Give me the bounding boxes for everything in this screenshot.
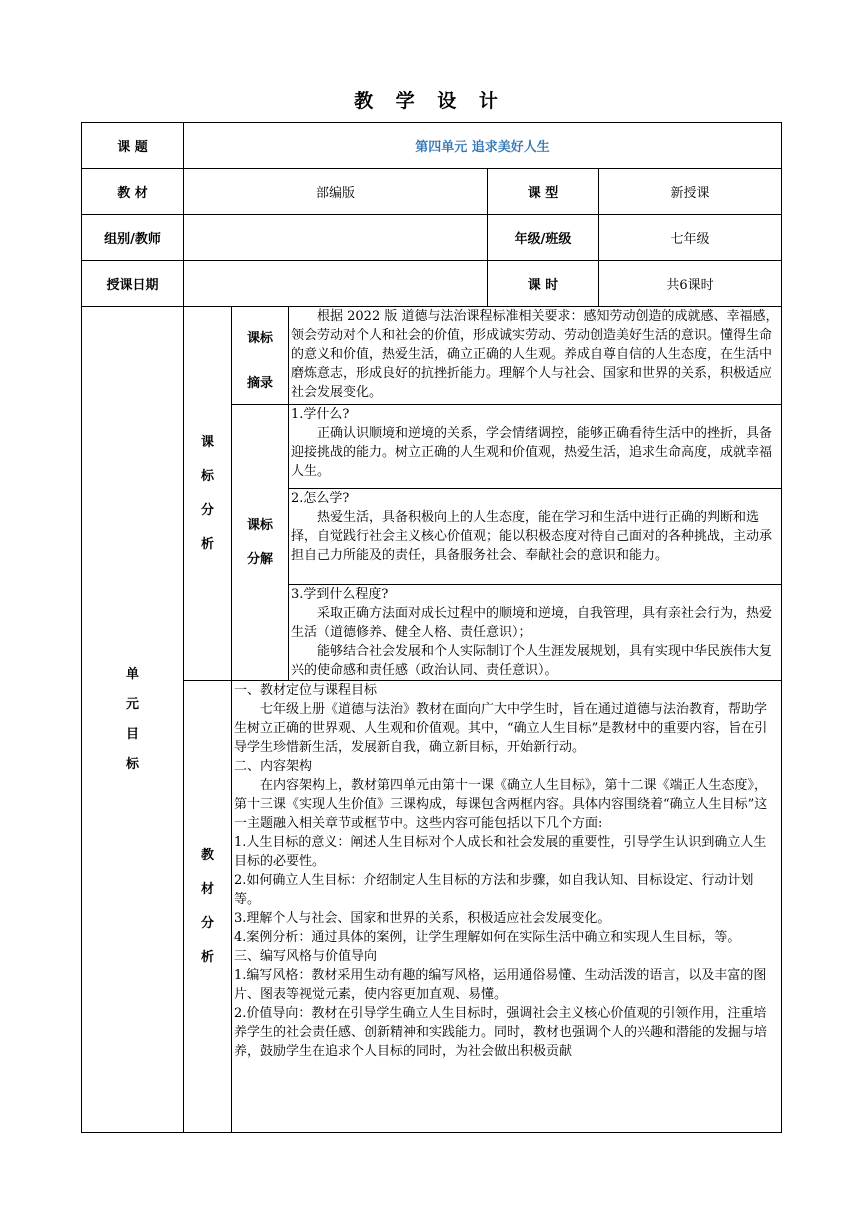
hours-value: 共6课时 <box>599 261 782 307</box>
group-teacher-label: 组别/教师 <box>82 215 184 261</box>
analysis-line: 二、内容架构 <box>234 759 313 774</box>
standard-breakdown-label: 课标 分解 <box>232 405 289 681</box>
analysis-line: 2.价值导向：教材在引导学生确立人生目标时，强调社会主义核心价值观的引领作用，注重培养学生的社会责任感、创新精神和实践能力。同时，教材也强调个人的兴趣和潜能的发掘与培养，鼓励学生在追求个人目标的同时，为社会做出积极贡献 <box>234 1006 768 1059</box>
standard-excerpt-text: 根据 2022 版 道德与法治课程标准相关要求：感知劳动创造的成就感、幸福感，领会劳动对个人和社会的价值，形成诚实劳动、劳动创造美好生活的意识。懂得生命的意义和价值，热爱生活，确立正确的人生观。养成自尊自信的人生态度，在生活中磨炼意志，形成良好的抗挫折能力。理解个人与社会、国家和世界的关系，积极适应社会发展变化。 <box>289 307 782 405</box>
analysis-line: 2.如何确立人生目标：介绍制定人生目标的方法和步骤，如自我认知、目标设定、行动计划等。 <box>234 873 754 907</box>
analysis-line: 在内容架构上，教材第四单元由第十一课《确立人生目标》，第十二课《端正人生态度》，第十三课《实现人生价值》三课构成，每课包含两框内容。具体内容围绕着“确立人生目标”这一主题融入相关章节或框节中。这些内容可能包括以下几个方面: <box>234 778 768 831</box>
unit-goal-label: 单 元 目 标 <box>82 307 184 1133</box>
breakdown-item: 3.学到什么程度? 采取正确方法面对成长过程中的顺境和逆境，自我管理，具有亲社会行为，热爱生活（道德修养、健全人格、责任意识）； 能够结合社会发展和个人实际制订个人生涯发展规划，具有实现中华民族伟大复兴的使命感和责任感（政治认同、责任意识）。 <box>289 585 782 681</box>
textbook-label: 教 材 <box>82 169 184 215</box>
analysis-line: 七年级上册《道德与法治》教材在面向广大中学生时，旨在通过道德与法治教育，帮助学生树立正确的世界观、人生观和价值观。其中，“确立人生目标”是教材中的重要内容，旨在引导学生珍惜新生活，发展新自我，确立新目标，开始新行动。 <box>234 702 768 755</box>
row-topic <box>82 123 782 169</box>
grade-class-value: 七年级 <box>599 215 782 261</box>
row-group <box>82 215 782 261</box>
analysis-line: 1.人生目标的意义：阐述人生目标对个人成长和社会发展的重要性，引导学生认识到确立人生目标的必要性。 <box>234 835 767 869</box>
row-standard-excerpt <box>82 307 782 405</box>
analysis-line: 3.理解个人与社会、国家和世界的关系，积极适应社会发展变化。 <box>234 911 611 926</box>
breakdown-item: 1.学什么? 正确认识顺境和逆境的关系，学会情绪调控，能够正确看待生活中的挫折，具备迎接挑战的能力。树立正确的人生观和价值观，热爱生活，追求生命高度，成就幸福人生。 <box>289 405 782 489</box>
topic-label: 课 题 <box>82 123 184 169</box>
lesson-plan-table <box>81 122 782 1133</box>
group-teacher-value <box>184 215 488 261</box>
hours-label: 课 时 <box>488 261 599 307</box>
date-value <box>184 261 488 307</box>
standard-excerpt-label: 课标 摘录 <box>232 307 289 405</box>
row-date <box>82 261 782 307</box>
textbook-analysis-label: 教 材 分 析 <box>184 681 232 1133</box>
document-title: 教 学 设 计 <box>354 90 506 112</box>
row-textbook-analysis <box>82 681 782 1133</box>
grade-class-label: 年级/班级 <box>488 215 599 261</box>
analysis-line: 三、编写风格与价值导向 <box>234 949 378 964</box>
lesson-type-label: 课 型 <box>488 169 599 215</box>
analysis-line: 一、教材定位与课程目标 <box>234 683 378 698</box>
breakdown-item: 2.怎么学? 热爱生活，具备积极向上的人生态度，能在学习和生活中进行正确的判断和选择，自觉践行社会主义核心价值观；能以积极态度对待自己面对的各种挑战，主动承担自己力所能及的责任，具备服务社会、奉献社会的意识和能力。 <box>289 489 782 585</box>
textbook-value: 部编版 <box>184 169 488 215</box>
analysis-line: 4.案例分析：通过具体的案例，让学生理解如何在实际生活中确立和实现人生目标，等。 <box>234 930 741 945</box>
date-label: 授课日期 <box>82 261 184 307</box>
lesson-type-value: 新授课 <box>599 169 782 215</box>
analysis-line: 1.编写风格：教材采用生动有趣的编写风格，运用通俗易懂、生动活泼的语言，以及丰富的图片、图表等视觉元素，使内容更加直观、易懂。 <box>234 968 767 1002</box>
curriculum-analysis-label: 课 标 分 析 <box>184 307 232 681</box>
topic-value: 第四单元 追求美好人生 <box>184 123 782 169</box>
textbook-analysis-text <box>232 681 782 1133</box>
row-textbook <box>82 169 782 215</box>
